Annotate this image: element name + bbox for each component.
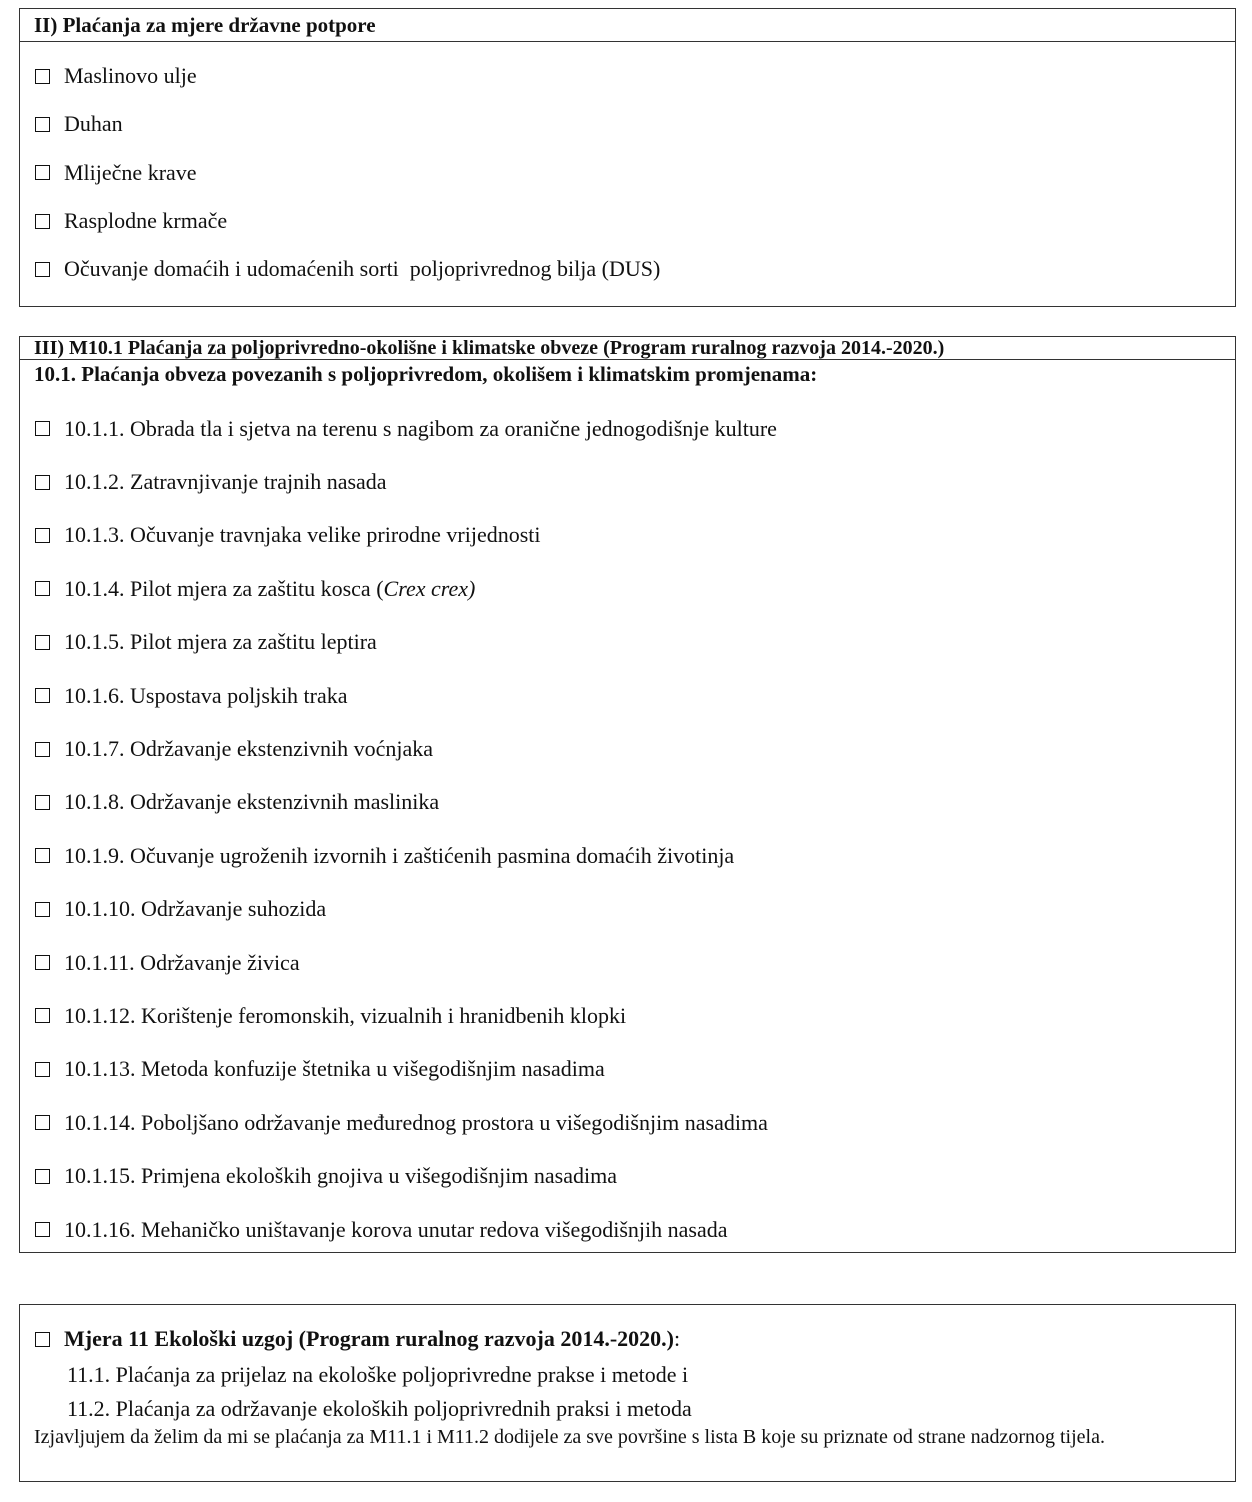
- checkbox-label: 10.1.15. Primjena ekoloških gnojiva u višegodišnjim nasadima: [64, 1163, 617, 1189]
- checkbox[interactable]: [35, 635, 50, 650]
- checkbox-label: 10.1.7. Održavanje ekstenzivnih voćnjaka: [64, 736, 433, 762]
- checkbox-label: 10.1.10. Održavanje suhozida: [64, 896, 327, 922]
- m11-1: 11.1. Plaćanja za prijelaz na ekološke poljoprivredne prakse i metode i: [67, 1362, 689, 1387]
- checkbox-item[interactable]: [20, 402, 1235, 455]
- checkbox[interactable]: [35, 1169, 50, 1184]
- m11-title: Mjera 11 Ekološki uzgoj (Program ruralnog razvoja 2014.-2020.): [64, 1326, 675, 1351]
- section-title: III) M10.1 Plaćanja za poljoprivredno-okolišne i klimatske obveze (Program ruralnog razvoja 2014.-2020.): [20, 337, 1235, 360]
- checkbox[interactable]: [35, 262, 50, 277]
- checkbox-item[interactable]: [20, 1043, 1235, 1096]
- checkbox-item[interactable]: [20, 616, 1235, 669]
- checkbox[interactable]: [35, 214, 50, 229]
- statement: Izjavljujem da želim da mi se plaćanja za M11.1 i M11.2 dodijele za sve površine s lista B koje su priznate od strane nadzornog tijela.: [34, 1426, 1105, 1448]
- section-state-aid: [19, 8, 1236, 307]
- checkbox-label: 10.1.13. Metoda konfuzije štetnika u višegodišnjim nasadima: [64, 1056, 605, 1082]
- checkbox-label: 10.1.3. Očuvanje travnjaka velike prirodne vrijednosti: [64, 522, 541, 548]
- checkbox[interactable]: [35, 1222, 50, 1237]
- checkbox[interactable]: [35, 1115, 50, 1130]
- checkbox-item[interactable]: [20, 149, 1235, 197]
- checkbox-item[interactable]: [20, 1149, 1235, 1202]
- species-name: Crex crex): [383, 575, 476, 601]
- checkbox-label: 10.1.9. Očuvanje ugroženih izvornih i zaštićenih pasmina domaćih životinja: [64, 842, 735, 868]
- checkbox-label: 10.1.5. Pilot mjera za zaštitu leptira: [64, 629, 377, 655]
- checkbox[interactable]: [35, 581, 50, 596]
- checkbox-label: 10.1.6. Uspostava poljskih traka: [64, 682, 348, 708]
- colon: :: [674, 1326, 681, 1351]
- checkbox[interactable]: [35, 421, 50, 436]
- checkbox-label: Očuvanje domaćih i udomaćenih sorti poljoprivrednog bilja (DUS): [64, 256, 661, 282]
- checkbox-item[interactable]: [20, 197, 1235, 245]
- checkbox-label: 10.1.2. Zatravnjivanje trajnih nasada: [64, 469, 387, 495]
- checkbox-label: 10.1.4. Pilot mjera za zaštitu kosca (: [64, 575, 384, 601]
- checkbox-item[interactable]: [20, 936, 1235, 989]
- checkbox[interactable]: [35, 902, 50, 917]
- checkbox-item[interactable]: [20, 669, 1235, 722]
- section-subtitle: 10.1. Plaćanja obveza povezanih s poljoprivredom, okolišem i klimatskim promjenama:: [34, 362, 818, 386]
- checkbox-label: Maslinovo ulje: [64, 63, 197, 89]
- checkbox-item[interactable]: [20, 100, 1235, 148]
- checkbox[interactable]: [35, 117, 50, 132]
- checkbox-item[interactable]: [20, 989, 1235, 1042]
- checkbox-label: 10.1.1. Obrada tla i sjetva na terenu s nagibom za oranične jednogodišnje kulture: [64, 415, 777, 441]
- checkbox[interactable]: [35, 475, 50, 490]
- checkbox-label: 10.1.11. Održavanje živica: [64, 949, 300, 975]
- checkbox-item[interactable]: [20, 245, 1235, 293]
- checkbox-label: 10.1.12. Korištenje feromonskih, vizualnih i hranidbenih klopki: [64, 1002, 627, 1028]
- checkbox-item[interactable]: [20, 829, 1235, 882]
- m11-2: 11.2. Plaćanja za održavanje ekoloških poljoprivrednih praksi i metoda: [67, 1396, 692, 1421]
- checkbox[interactable]: [35, 848, 50, 863]
- checkbox[interactable]: [35, 742, 50, 757]
- checkbox-item[interactable]: [20, 509, 1235, 562]
- section-m10-1: [19, 336, 1236, 1253]
- checkbox-label: Rasplodne krmače: [64, 208, 228, 234]
- checkbox-label: Mliječne krave: [64, 159, 197, 185]
- checkbox-label: Duhan: [64, 111, 123, 137]
- checkbox-item[interactable]: [20, 1203, 1235, 1256]
- checkbox[interactable]: [35, 165, 50, 180]
- checkbox[interactable]: [35, 688, 50, 703]
- checkbox[interactable]: [35, 1008, 50, 1023]
- checkbox-item[interactable]: [20, 722, 1235, 775]
- m11-checkbox-row[interactable]: [20, 1321, 1235, 1357]
- checkbox-item[interactable]: [20, 883, 1235, 936]
- checkbox-item[interactable]: [20, 562, 1235, 615]
- checkbox[interactable]: [35, 1062, 50, 1077]
- checkbox-label: 10.1.16. Mehaničko uništavanje korova unutar redova višegodišnjih nasada: [64, 1216, 728, 1242]
- checkbox[interactable]: [35, 1332, 50, 1347]
- checkbox-item[interactable]: [20, 776, 1235, 829]
- checkbox[interactable]: [35, 528, 50, 543]
- checkbox-label: 10.1.14. Poboljšano održavanje međurednog prostora u višegodišnjim nasadima: [64, 1109, 768, 1135]
- section-title: II) Plaćanja za mjere državne potpore: [20, 9, 1235, 42]
- checkbox[interactable]: [35, 955, 50, 970]
- checkbox[interactable]: [35, 795, 50, 810]
- checkbox-item[interactable]: [20, 455, 1235, 508]
- checkbox-label: 10.1.8. Održavanje ekstenzivnih maslinika: [64, 789, 440, 815]
- checkbox-item[interactable]: [20, 52, 1235, 100]
- checkbox-item[interactable]: [20, 1096, 1235, 1149]
- section-m11: [19, 1304, 1236, 1482]
- checkbox[interactable]: [35, 69, 50, 84]
